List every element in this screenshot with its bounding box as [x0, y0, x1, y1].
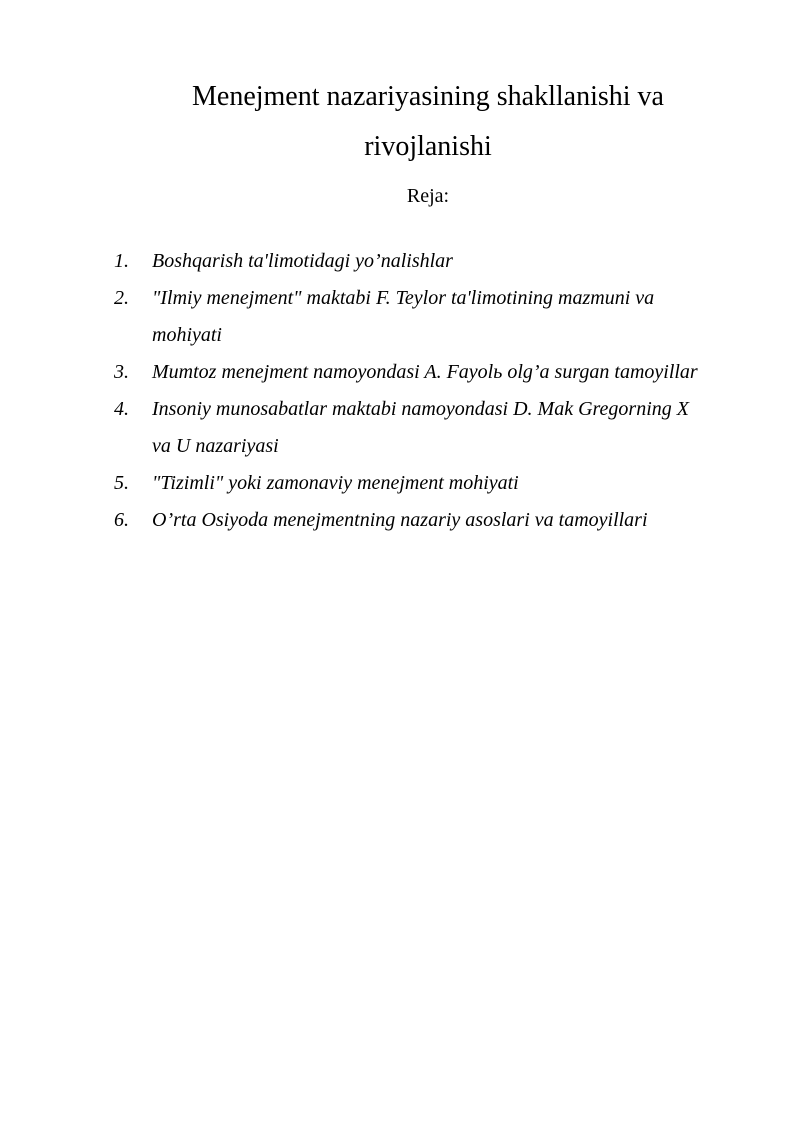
- plan-item-number: 5.: [114, 472, 129, 494]
- plan-item-2: [114, 280, 754, 354]
- plan-item-text: Insoniy munosabatlar maktabi namoyondasi D. Mak Gregorning X: [152, 398, 689, 420]
- document-title-line-1: Menejment nazariyasining shakllanishi va: [192, 81, 664, 112]
- plan-item-6: [114, 502, 754, 539]
- plan-item-text: Boshqarish ta'limotidagi yo’nalishlar: [152, 250, 453, 272]
- plan-item-number: 3.: [114, 361, 129, 383]
- plan-item-number: 1.: [114, 250, 129, 272]
- plan-item-text-continuation: mohiyati: [152, 324, 222, 346]
- plan-item-number: 6.: [114, 509, 129, 531]
- plan-item-number: 2.: [114, 287, 129, 309]
- title-block: [118, 72, 738, 216]
- plan-item-number: 4.: [114, 398, 129, 420]
- plan-item-text-continuation: va U nazariyasi: [152, 435, 279, 457]
- plan-list: [114, 243, 754, 539]
- plan-item-text: "Tizimli" yoki zamonaviy menejment mohiyati: [152, 472, 519, 494]
- plan-item-3: [114, 354, 754, 391]
- plan-item-text: "Ilmiy menejment" maktabi F. Teylor ta'limotining mazmuni va: [152, 287, 655, 309]
- plan-item-text: O’rta Osiyoda menejmentning nazariy asoslari va tamoyillari: [152, 509, 648, 531]
- plan-item-4: [114, 391, 754, 465]
- document-title-line-2: rivojlanishi: [364, 131, 492, 162]
- plan-heading: Reja:: [406, 185, 450, 207]
- plan-item-1: [114, 243, 754, 280]
- plan-item-text: Mumtoz menejment namoyondasi A. Fayolь olg’a surgan tamoyillar: [152, 361, 698, 383]
- plan-item-5: [114, 465, 754, 502]
